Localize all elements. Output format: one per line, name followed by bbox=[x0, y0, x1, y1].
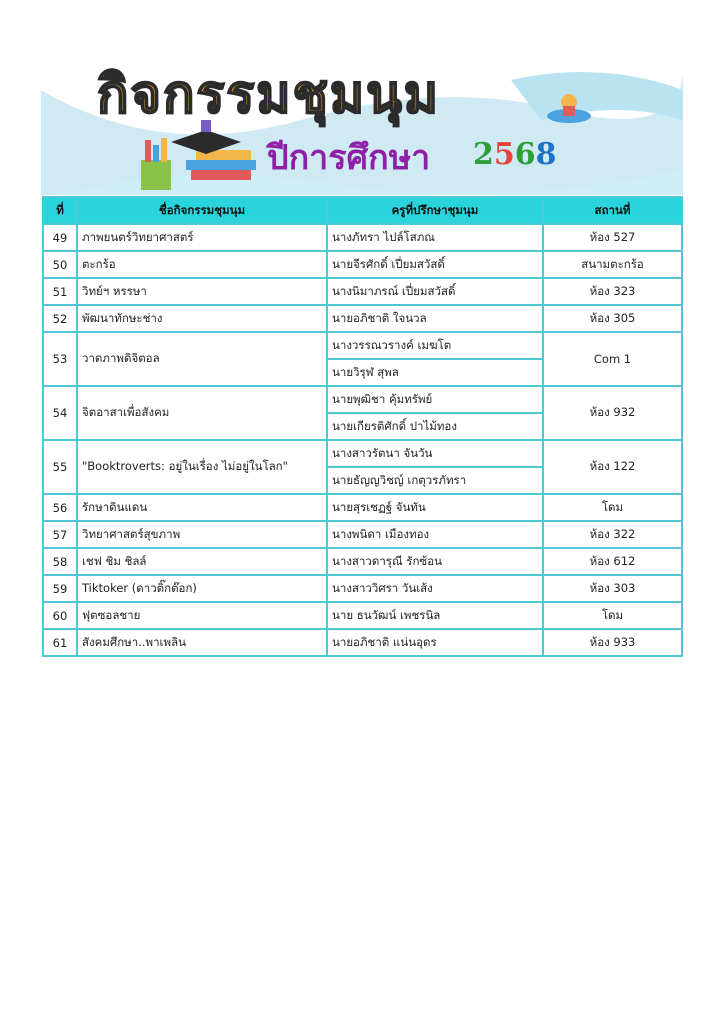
banner-subtitle: ปีการศึกษา bbox=[267, 138, 431, 178]
place: Com 1 bbox=[543, 332, 682, 386]
place: ห้อง 932 bbox=[543, 386, 682, 440]
club-name: สังคมศึกษา..พาเพลิน bbox=[77, 629, 327, 656]
club-name: ตะกร้อ bbox=[77, 251, 327, 278]
club-name: วิทยาศาสตร์สุขภาพ bbox=[77, 521, 327, 548]
club-name: รักษาดินแดน bbox=[77, 494, 327, 521]
teacher-name: นายจีรศักดิ์ เปี่ยมสวัสดิ์ bbox=[327, 251, 543, 278]
table-body bbox=[43, 224, 682, 656]
table-row bbox=[43, 224, 682, 251]
teacher-name: นายอภิชาติ ใจนวล bbox=[327, 305, 543, 332]
header-place: สถานที่ bbox=[543, 197, 682, 224]
table-row bbox=[43, 494, 682, 521]
teacher-name: นางสาวรัตนา จันวัน bbox=[327, 440, 543, 467]
table-row bbox=[43, 386, 682, 413]
row-number: 55 bbox=[43, 440, 77, 494]
row-number: 53 bbox=[43, 332, 77, 386]
place: ห้อง 933 bbox=[543, 629, 682, 656]
teacher-name: นางสาววิศรา วันเส้ง bbox=[327, 575, 543, 602]
teacher-name: นายวิรุฬ สุพล bbox=[327, 359, 543, 386]
teacher-name: นายพุฒิชา คุ้มทรัพย์ bbox=[327, 386, 543, 413]
row-number: 58 bbox=[43, 548, 77, 575]
place: ห้อง 305 bbox=[543, 305, 682, 332]
row-number: 50 bbox=[43, 251, 77, 278]
club-name: พัฒนาทักษะช่าง bbox=[77, 305, 327, 332]
club-name: วาดภาพดิจิตอล bbox=[77, 332, 327, 386]
header-club-name: ชื่อกิจกรรมชุมนุม bbox=[77, 197, 327, 224]
row-number: 49 bbox=[43, 224, 77, 251]
teacher-name: นางภัทรา ไปล์โสภณ bbox=[327, 224, 543, 251]
table-row bbox=[43, 332, 682, 359]
teacher-name: นางนิมาภรณ์ เปี่ยมสวัสดิ์ bbox=[327, 278, 543, 305]
row-number: 59 bbox=[43, 575, 77, 602]
place: โดม bbox=[543, 494, 682, 521]
club-name: "Booktroverts: อยู่ในเรื่อง ไม่อยู่ในโลก" bbox=[77, 440, 327, 494]
teacher-name: นายอภิชาติ แน่นอุดร bbox=[327, 629, 543, 656]
table-row bbox=[43, 521, 682, 548]
teacher-name: นางสาวดารุณี รักซ้อน bbox=[327, 548, 543, 575]
club-name: วิทย์ฯ หรรษา bbox=[77, 278, 327, 305]
place: ห้อง 612 bbox=[543, 548, 682, 575]
place: ห้อง 322 bbox=[543, 521, 682, 548]
row-number: 56 bbox=[43, 494, 77, 521]
teacher-name: นายเกียรติศักดิ์ ปาไม้ทอง bbox=[327, 413, 543, 440]
row-number: 52 bbox=[43, 305, 77, 332]
place: ห้อง 303 bbox=[543, 575, 682, 602]
place: ห้อง 323 bbox=[543, 278, 682, 305]
year-digit: 5 bbox=[493, 137, 515, 172]
club-name: ภาพยนตร์วิทยาศาสตร์ bbox=[77, 224, 327, 251]
year-digit: 2 bbox=[473, 137, 494, 172]
table-row bbox=[43, 575, 682, 602]
banner-title: กิจกรรมชุมนุม bbox=[97, 64, 440, 125]
club-name: Tiktoker (ดาวติ๊กต๊อก) bbox=[77, 575, 327, 602]
place: สนามตะกร้อ bbox=[543, 251, 682, 278]
club-name: เชฟ ชิม ชิลล์ bbox=[77, 548, 327, 575]
club-name: ฟุตซอลชาย bbox=[77, 602, 327, 629]
header-number: ที่ bbox=[43, 197, 77, 224]
year-digit: 6 bbox=[514, 137, 536, 172]
banner-year bbox=[473, 137, 557, 172]
place: โดม bbox=[543, 602, 682, 629]
table-row bbox=[43, 278, 682, 305]
row-number: 60 bbox=[43, 602, 77, 629]
teacher-name: นาย ธนวัฒน์ เพชรนิล bbox=[327, 602, 543, 629]
place: ห้อง 122 bbox=[543, 440, 682, 494]
teacher-name: นางพนิดา เมืองทอง bbox=[327, 521, 543, 548]
clubs-table bbox=[42, 196, 683, 657]
header-teacher: ครูที่ปรึกษาชุมนุม bbox=[327, 197, 543, 224]
club-name: จิตอาสาเพื่อสังคม bbox=[77, 386, 327, 440]
table-row bbox=[43, 251, 682, 278]
place: ห้อง 527 bbox=[543, 224, 682, 251]
row-number: 51 bbox=[43, 278, 77, 305]
teacher-name: นายสุรเชฏฐ์ จันทัน bbox=[327, 494, 543, 521]
table-row bbox=[43, 440, 682, 467]
table-row bbox=[43, 629, 682, 656]
header-banner bbox=[41, 50, 683, 195]
table-row bbox=[43, 548, 682, 575]
row-number: 54 bbox=[43, 386, 77, 440]
year-digit: 8 bbox=[535, 137, 557, 172]
teacher-name: นายธัญญวิชญ์ เกตุวรภัทรา bbox=[327, 467, 543, 494]
table-header-row bbox=[43, 197, 682, 224]
table-row bbox=[43, 602, 682, 629]
table-row bbox=[43, 305, 682, 332]
row-number: 57 bbox=[43, 521, 77, 548]
teacher-name: นางวรรณวรางค์ เมฆโต bbox=[327, 332, 543, 359]
row-number: 61 bbox=[43, 629, 77, 656]
